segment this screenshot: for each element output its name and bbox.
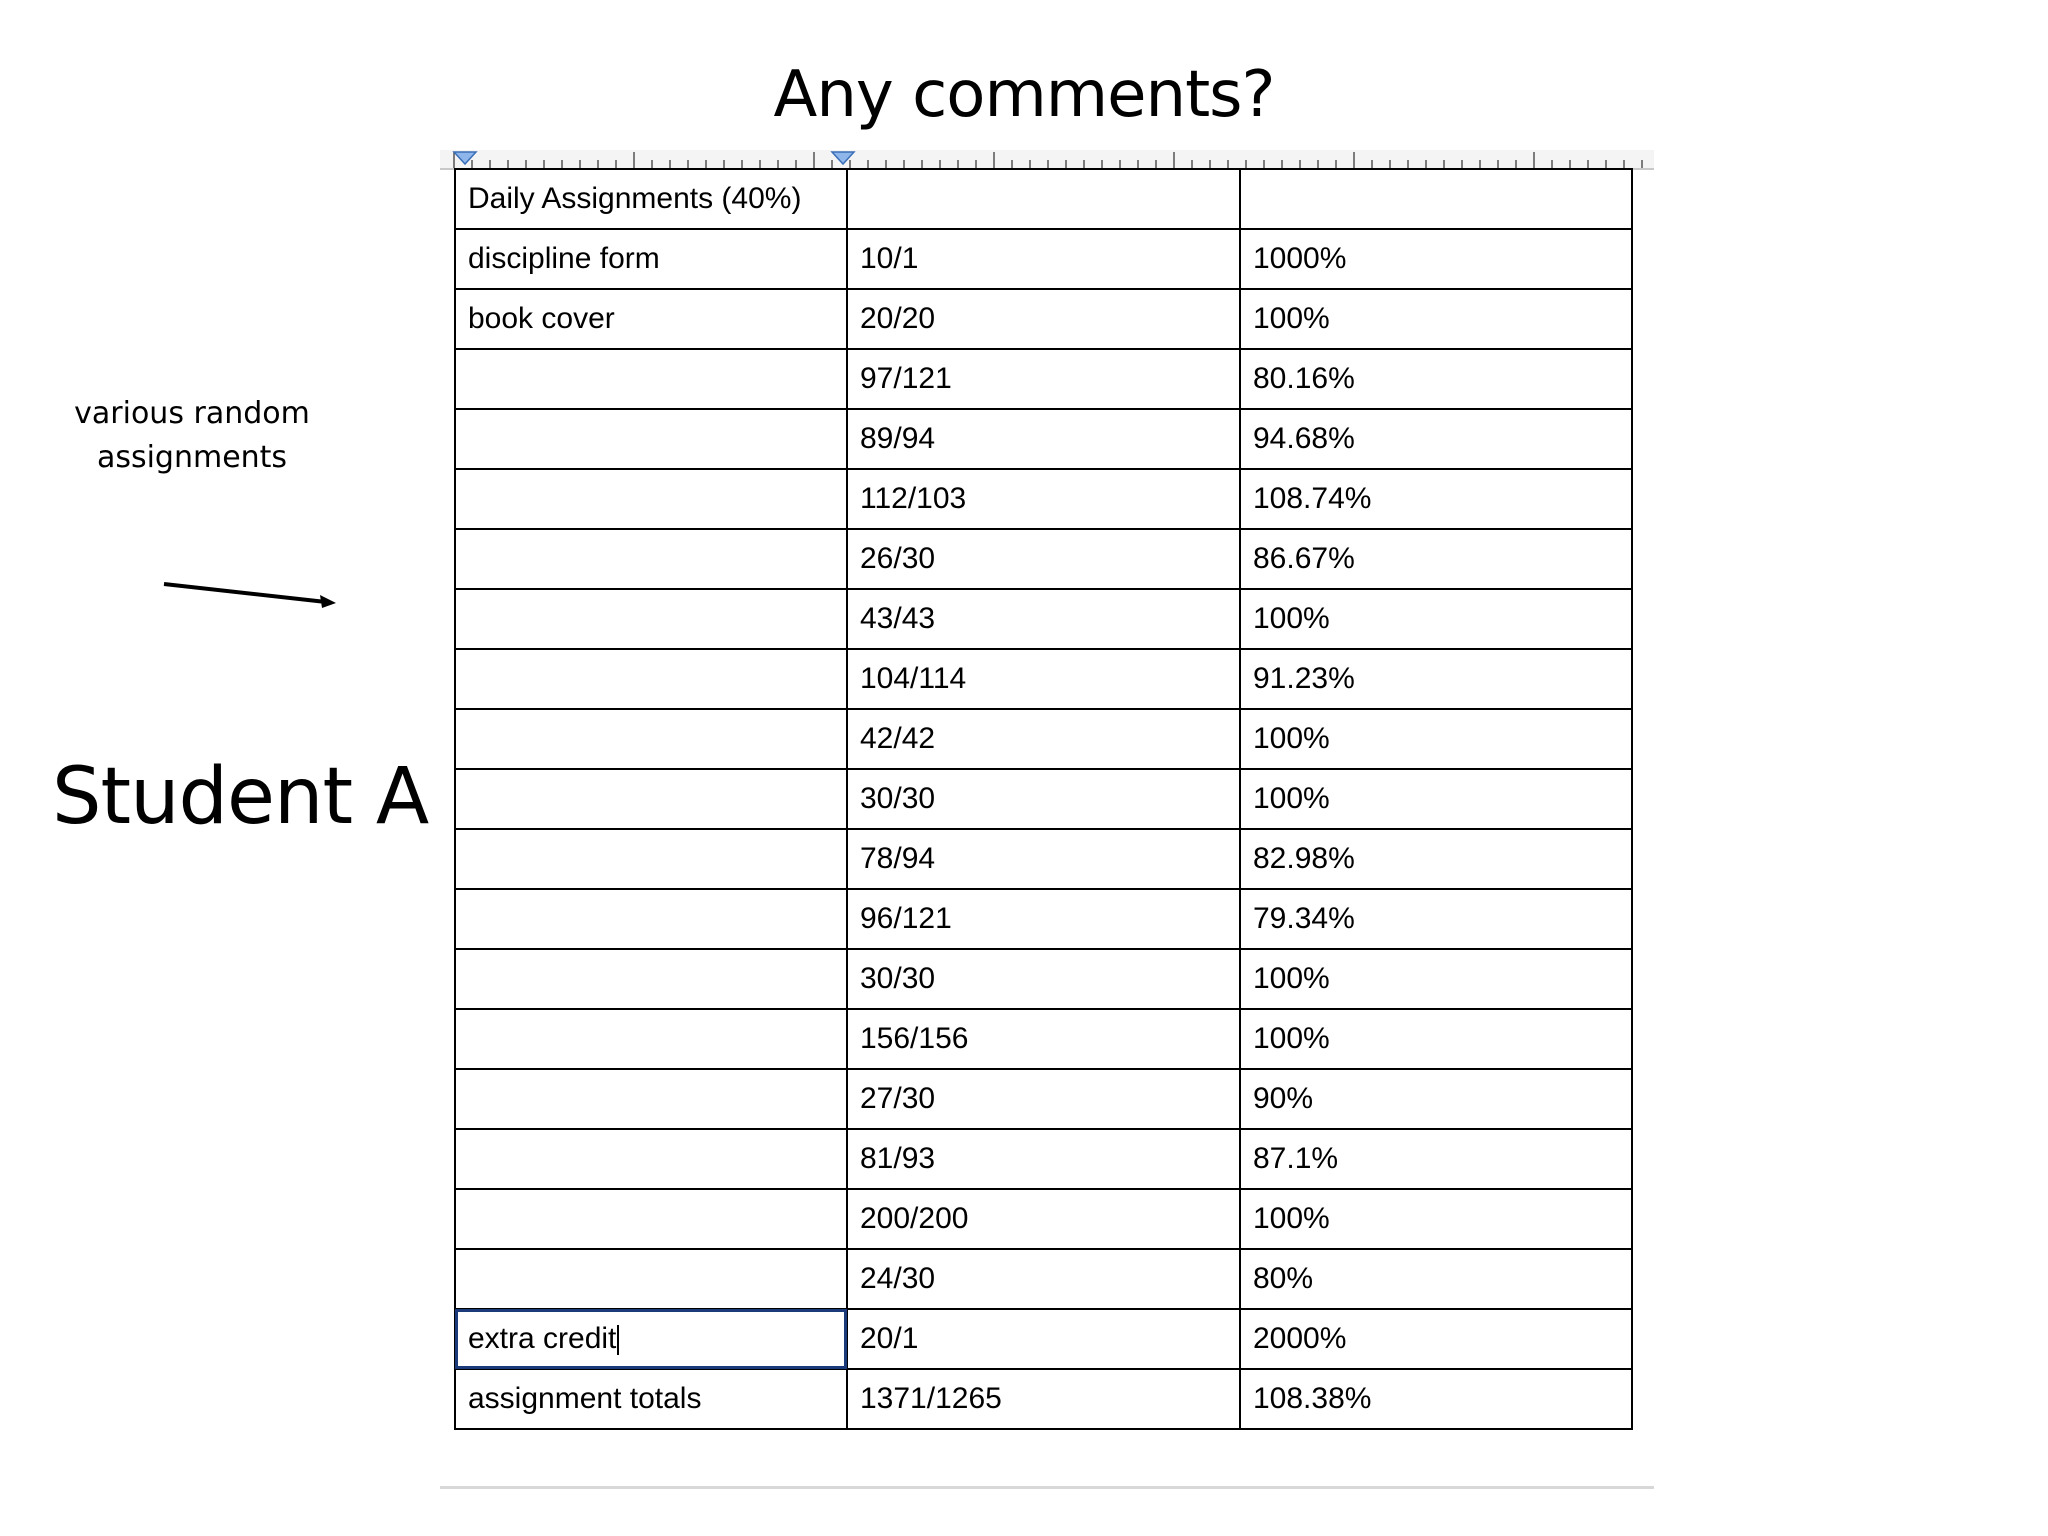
cell-text: 80.16% (1253, 362, 1355, 395)
cell-text: 20/1 (860, 1322, 919, 1355)
cell-text: assignment totals (468, 1382, 702, 1415)
slide-title: Any comments? (773, 58, 1275, 132)
cell-text: 100% (1253, 782, 1330, 815)
cell-text: 82.98% (1253, 842, 1355, 875)
cell-text: 87.1% (1253, 1142, 1339, 1175)
document-ruler[interactable] (440, 150, 1654, 170)
cell-text: 20/20 (860, 302, 936, 335)
side-note: various random assignments (74, 396, 310, 475)
table-cell-label[interactable] (455, 1069, 847, 1129)
cell-text: 100% (1253, 722, 1330, 755)
table-cell-percent[interactable] (1240, 289, 1632, 349)
cell-text: 90% (1253, 1082, 1314, 1115)
table-row (455, 769, 1632, 829)
table-cell-score[interactable] (847, 1309, 1240, 1369)
cell-text: Daily Assignments (40%) (468, 182, 802, 215)
table-cell-percent[interactable] (1240, 589, 1632, 649)
table-cell-label[interactable] (455, 949, 847, 1009)
cell-text: book cover (468, 302, 615, 335)
table-cell-score[interactable] (847, 289, 1240, 349)
table-cell-score[interactable] (847, 1189, 1240, 1249)
cell-text: 81/93 (860, 1142, 936, 1175)
cell-text: 108.38% (1253, 1382, 1372, 1415)
table-cell-percent[interactable] (1240, 409, 1632, 469)
table-cell-label[interactable] (455, 709, 847, 769)
table-row (455, 1309, 1632, 1369)
table-cell-score[interactable] (847, 769, 1240, 829)
table-cell-score[interactable] (847, 829, 1240, 889)
table-cell-score[interactable] (847, 469, 1240, 529)
cell-text: 94.68% (1253, 422, 1355, 455)
table-cell-score[interactable] (847, 409, 1240, 469)
table-cell-label[interactable] (455, 1189, 847, 1249)
table-row (455, 829, 1632, 889)
table-row (455, 409, 1632, 469)
table-row (455, 1369, 1632, 1429)
student-label: Student A (52, 752, 429, 842)
table-cell-label[interactable] (455, 1129, 847, 1189)
cell-text: 91.23% (1253, 662, 1355, 695)
table-cell-score[interactable] (847, 229, 1240, 289)
table-cell-percent[interactable] (1240, 769, 1632, 829)
cell-text: extra credit (468, 1322, 617, 1355)
table-row (455, 349, 1632, 409)
table-cell-label[interactable] (455, 409, 847, 469)
table-cell-score[interactable] (847, 949, 1240, 1009)
cell-text: 112/103 (860, 482, 967, 515)
table-cell-percent[interactable] (1240, 529, 1632, 589)
cell-text: 100% (1253, 962, 1330, 995)
cell-text: 100% (1253, 602, 1330, 635)
table-cell-percent[interactable] (1240, 1129, 1632, 1189)
table-cell-percent[interactable] (1240, 349, 1632, 409)
table-row (455, 1249, 1632, 1309)
table-row (455, 529, 1632, 589)
text-caret (617, 1325, 619, 1355)
table-cell-label[interactable] (455, 469, 847, 529)
table-cell-label[interactable] (455, 589, 847, 649)
page-edge (440, 1486, 1654, 1489)
table-cell-score[interactable] (847, 1069, 1240, 1129)
table-cell-score[interactable] (847, 1369, 1240, 1429)
cell-text: 30/30 (860, 962, 936, 995)
table-cell-score[interactable] (847, 1249, 1240, 1309)
table-cell-label[interactable] (455, 1369, 847, 1429)
cell-text: 89/94 (860, 422, 936, 455)
table-cell-percent[interactable] (1240, 1369, 1632, 1429)
table-cell-percent[interactable] (1240, 949, 1632, 1009)
table-cell-percent[interactable] (1240, 709, 1632, 769)
cell-text: 80% (1253, 1262, 1314, 1295)
cell-text: 1371/1265 (860, 1382, 1002, 1415)
cell-text: 2000% (1253, 1322, 1347, 1355)
table-cell-percent[interactable] (1240, 229, 1632, 289)
grade-table (454, 168, 1633, 1430)
cell-text: 96/121 (860, 902, 952, 935)
table-row (455, 889, 1632, 949)
cell-text: discipline form (468, 242, 660, 275)
table-cell-label[interactable] (455, 769, 847, 829)
cell-text: 43/43 (860, 602, 936, 635)
table-cell-score[interactable] (847, 529, 1240, 589)
table-cell-score[interactable] (847, 889, 1240, 949)
table-row (455, 949, 1632, 1009)
cell-text: 79.34% (1253, 902, 1355, 935)
table-row (455, 1009, 1632, 1069)
table-cell-score[interactable] (847, 1009, 1240, 1069)
table-cell-score[interactable] (847, 1129, 1240, 1189)
table-cell-score[interactable] (847, 709, 1240, 769)
right-arrow-icon (160, 576, 340, 610)
table-cell-label[interactable] (455, 649, 847, 709)
selected-table-cell[interactable] (455, 1309, 847, 1369)
cell-text: 100% (1253, 1202, 1330, 1235)
table-cell-percent[interactable] (1240, 1009, 1632, 1069)
table-row (455, 469, 1632, 529)
table-cell-score[interactable] (847, 589, 1240, 649)
cell-text: 104/114 (860, 662, 967, 695)
table-cell-label[interactable] (455, 889, 847, 949)
table-row (455, 589, 1632, 649)
cell-text: 27/30 (860, 1082, 936, 1115)
table-row (455, 649, 1632, 709)
cell-text: 156/156 (860, 1022, 969, 1055)
table-cell-percent[interactable] (1240, 1189, 1632, 1249)
cell-text: 10/1 (860, 242, 919, 275)
table-cell-label[interactable] (455, 229, 847, 289)
table-cell-percent[interactable] (1240, 829, 1632, 889)
cell-text: 26/30 (860, 542, 936, 575)
table-cell-label[interactable] (455, 1009, 847, 1069)
table-cell-percent[interactable] (1240, 469, 1632, 529)
table-cell-label[interactable] (455, 289, 847, 349)
cell-text: 30/30 (860, 782, 936, 815)
cell-text: 86.67% (1253, 542, 1355, 575)
table-cell-percent[interactable] (1240, 889, 1632, 949)
table-cell-label[interactable] (455, 169, 847, 229)
table-cell-label[interactable] (455, 349, 847, 409)
cell-text: 108.74% (1253, 482, 1372, 515)
cell-text: 200/200 (860, 1202, 969, 1235)
table-cell-percent[interactable] (1240, 649, 1632, 709)
table-row (455, 1189, 1632, 1249)
cell-text: 100% (1253, 1022, 1330, 1055)
table-row (455, 229, 1632, 289)
table-row (455, 1069, 1632, 1129)
table-cell-score[interactable] (847, 649, 1240, 709)
table-cell-score[interactable] (847, 349, 1240, 409)
table-cell-percent[interactable] (1240, 169, 1632, 229)
table-cell-score[interactable] (847, 169, 1240, 229)
table-row (455, 1129, 1632, 1189)
table-cell-percent[interactable] (1240, 1069, 1632, 1129)
table-row (455, 169, 1632, 229)
cell-text: 24/30 (860, 1262, 936, 1295)
table-cell-label[interactable] (455, 1249, 847, 1309)
table-row (455, 289, 1632, 349)
cell-text: 42/42 (860, 722, 936, 755)
cell-text: 97/121 (860, 362, 952, 395)
table-row (455, 709, 1632, 769)
cell-text: 1000% (1253, 242, 1347, 275)
cell-text: 78/94 (860, 842, 936, 875)
table-cell-label[interactable] (455, 829, 847, 889)
cell-text: 100% (1253, 302, 1330, 335)
table-cell-percent[interactable] (1240, 1249, 1632, 1309)
table-cell-label[interactable] (455, 529, 847, 589)
table-cell-percent[interactable] (1240, 1309, 1632, 1369)
